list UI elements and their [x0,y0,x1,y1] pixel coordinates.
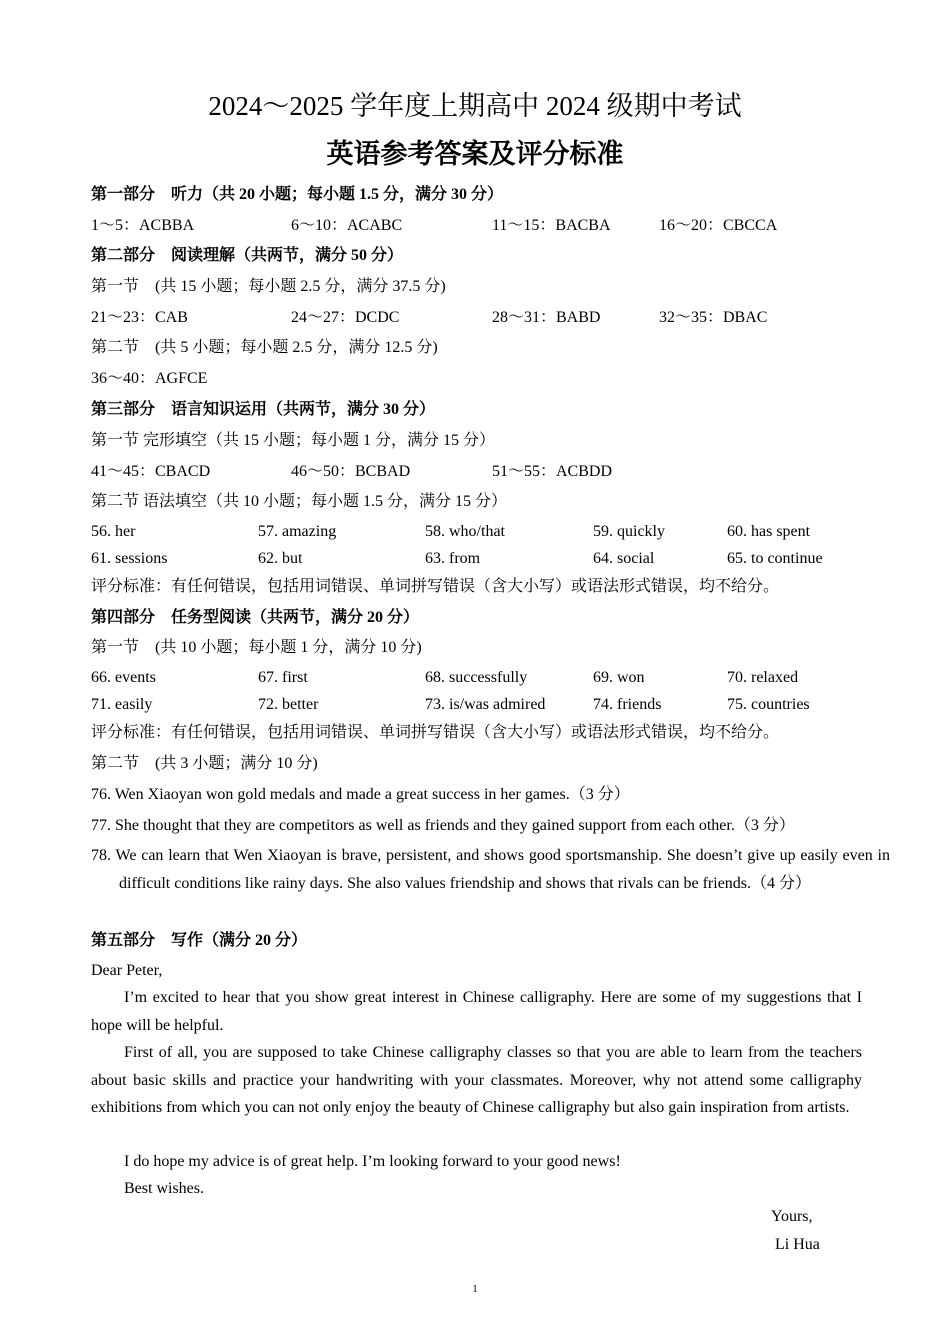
part3-section1-heading: 第一节 完形填空（共 15 小题；每小题 1 分，满分 15 分） [91,432,496,449]
answer-group: 16～20：CBCCA [659,217,778,234]
letter-paragraph: First of all, you are supposed to take Chinese calligraphy classes so that you are able to learn from the teachers about basic skills and practice your handwriting with your classmates. Moreover, why not attend some calligraphy exhibitions from which you can not only enjoy the beauty of Chinese calligraphy but also gain inspiration from artists. [91,1044,862,1116]
answer-group: 21～23：CAB [91,309,188,326]
task-answer: 72. better [258,696,319,713]
task-answer: 67. first [258,669,308,686]
grammar-answer: 62. but [258,550,303,567]
answer-78: 78. We can learn that Wen Xiaoyan is brave, persistent, and shows good sportsmanship. She doesn’t give up easily even in difficult conditions like rainy days. She also values friendship and shows that rivals can be friends.（4 分） [91,847,890,892]
part4-section2-heading: 第二节 (共 3 小题；满分 10 分) [91,755,318,772]
answer-group: 41～45：CBACD [91,463,211,480]
answer-group: 51～55：ACBDD [492,463,613,480]
task-answer: 69. won [593,669,645,686]
answer-group: 1～5：ACBBA [91,217,195,234]
letter-closing: Best wishes. [124,1180,204,1197]
scoring-criteria: 评分标准：有任何错误，包括用词错误、单词拼写错误（含大小写）或语法形式错误，均不给分。 [91,724,780,741]
answer-group: 32～35：DBAC [659,309,768,326]
part3-heading: 第三部分 语言知识运用（共两节，满分 30 分） [91,401,436,418]
task-answer: 73. is/was admired [425,696,546,713]
grammar-answer: 58. who/that [425,523,505,540]
letter-signoff: Yours, [771,1208,813,1225]
part2-section1-heading: 第一节 (共 15 小题；每小题 2.5 分，满分 37.5 分) [91,278,446,295]
part4-heading: 第四部分 任务型阅读（共两节，满分 20 分） [91,609,420,626]
page-number: 1 [472,1283,478,1295]
part2-section2-heading: 第二节 (共 5 小题；每小题 2.5 分，满分 12.5 分) [91,339,438,356]
answer-77: 77. She thought that they are competitors as well as friends and they gained support from each other.（3 分） [91,817,795,834]
task-answer: 75. countries [727,696,810,713]
task-reading-answer-row [0,668,950,688]
letter-paragraph: I’m excited to hear that you show great interest in Chinese calligraphy. Here are some of my suggestions that I hope will be helpful. [91,989,862,1034]
task-answer: 70. relaxed [727,669,799,686]
grammar-answer: 61. sessions [91,550,168,567]
part4-section1-heading: 第一节 (共 10 小题；每小题 1 分，满分 10 分) [91,639,422,656]
grammar-answer: 59. quickly [593,523,665,540]
part3-section2-heading: 第二节 语法填空（共 10 小题；每小题 1.5 分，满分 15 分） [91,493,508,510]
task-reading-answer-row [0,695,950,715]
letter-signature: Li Hua [775,1236,820,1253]
task-answer: 66. events [91,669,156,686]
part5-heading: 第五部分 写作（满分 20 分） [91,932,308,949]
part1-heading: 第一部分 听力（共 20 小题；每小题 1.5 分，满分 30 分） [91,186,504,203]
answer-group: 24～27：DCDC [291,309,400,326]
grammar-answer: 60. has spent [727,523,811,540]
task-answer: 68. successfully [425,669,528,686]
grammar-answer: 56. her [91,523,136,540]
answer-group: 46～50：BCBAD [291,463,411,480]
part3-section1-answer-row [0,462,950,482]
grammar-answer: 65. to continue [727,550,823,567]
document-title: 英语参考答案及评分标准 [326,139,624,170]
grammar-answer: 63. from [425,550,481,567]
grammar-answer: 64. social [593,550,655,567]
scoring-criteria: 评分标准：有任何错误，包括用词错误、单词拼写错误（含大小写）或语法形式错误，均不给分。 [91,578,780,595]
task-answer: 74. friends [593,696,662,713]
letter-greeting: Dear Peter, [91,962,163,979]
grammar-answer: 57. amazing [258,523,337,540]
part2-heading: 第二部分 阅读理解（共两节，满分 50 分） [91,247,404,264]
part2-section1-answer-row [0,308,950,328]
task-answer: 71. easily [91,696,153,713]
grammar-answer-row [0,522,950,542]
answer-group: 6～10：ACABC [291,217,403,234]
answer-group: 28～31：BABD [492,309,601,326]
exam-title: 2024～2025 学年度上期高中 2024 级期中考试 [208,91,742,121]
letter-paragraph: I do hope my advice is of great help. I’m looking forward to your good news! [124,1153,621,1170]
answer-group: 36～40：AGFCE [91,370,208,387]
part1-answer-row [0,216,950,236]
answer-group: 11～15：BACBA [492,217,611,234]
answer-76: 76. Wen Xiaoyan won gold medals and made a great success in her games.（3 分） [91,786,630,803]
grammar-answer-row [0,549,950,569]
